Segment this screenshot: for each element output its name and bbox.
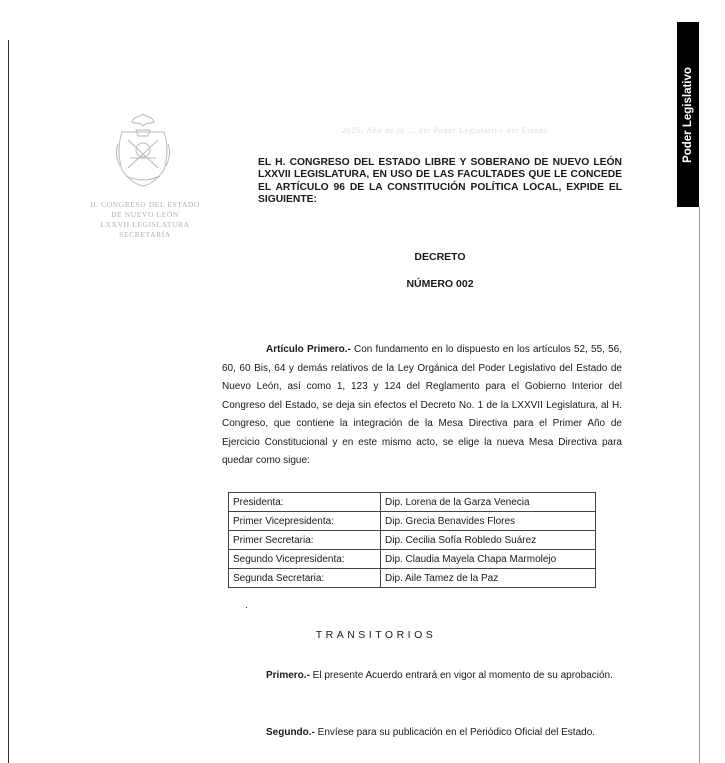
congress-seal-icon xyxy=(112,110,174,192)
board-table xyxy=(228,492,596,588)
board-role: Segunda Secretaria: xyxy=(229,569,381,588)
board-member: Dip. Cecilia Sofía Robledo Suárez xyxy=(381,531,596,550)
transitory-second-text: Envíese para su publicación en el Periódico Oficial del Estado. xyxy=(314,727,596,738)
board-member: Dip. Claudia Mayela Chapa Marmolejo xyxy=(381,550,596,569)
seal-caption-line: SECRETARÍA xyxy=(119,230,171,239)
decree-number: NÚMERO 002 xyxy=(406,278,474,290)
table-row xyxy=(229,569,596,588)
preamble-heading: EL H. CONGRESO DEL ESTADO LIBRE Y SOBERANO DE NUEVO LEÓN LXXVII LEGISLATURA, EN USO DE LAS FACULTADES QUE LE CONCEDE EL ARTÍCULO 96 DE LA CONSTITUCIÓN POLÍTICA LOCAL, EXPIDE EL SIGUIENTE: xyxy=(258,157,622,205)
stray-dot: . xyxy=(245,600,248,611)
board-role: Presidenta: xyxy=(229,493,381,512)
decree-title: DECRETO xyxy=(414,251,466,263)
article-first-text: Con fundamento en lo dispuesto en los artículos 52, 55, 56, 60, 60 Bis, 64 y demás relativos de la Ley Orgánica del Poder Legislativo del Estado de Nuevo León, así como 1, 123 y 124 del Reglamento para el Gobierno Interior del Congreso del Estado, se deja sin efectos el Decreto No. 1 de la LXXVII Legislatura, al H. Congreso, que contiene la integración de la Mesa Directiva para el Primer Año de Ejercicio Constitucional y en este mismo acto, se elige la nueva Mesa Directiva para quedar como sigue: xyxy=(222,344,622,466)
article-first-paragraph xyxy=(222,341,622,471)
board-member: Dip. Aile Tamez de la Paz xyxy=(381,569,596,588)
table-row xyxy=(229,493,596,512)
board-member: Dip. Grecia Benavides Flores xyxy=(381,512,596,531)
transitory-first-lead: Primero.- xyxy=(266,670,310,681)
transitory-first-paragraph xyxy=(222,667,622,686)
table-row xyxy=(229,512,596,531)
right-margin-rule xyxy=(699,207,700,763)
board-role: Primer Vicepresidenta: xyxy=(229,512,381,531)
board-role: Segundo Vicepresidenta: xyxy=(229,550,381,569)
watermark-text: 2025, Año de la ... del Poder Legislativo del Estado xyxy=(341,126,549,135)
table-row xyxy=(229,550,596,569)
seal-caption xyxy=(60,200,230,240)
seal-caption-line: DE NUEVO LEÓN xyxy=(111,210,179,219)
transitory-first-text: El presente Acuerdo entrará en vigor al momento de su aprobación. xyxy=(309,670,613,681)
side-tab-label: Poder Legislativo xyxy=(682,66,695,163)
board-member: Dip. Lorena de la Garza Venecia xyxy=(381,493,596,512)
transitory-second-lead: Segundo.- xyxy=(266,727,315,738)
seal-caption-line: H. CONGRESO DEL ESTADO xyxy=(90,200,200,209)
article-first-lead: Artículo Primero.- xyxy=(266,344,351,355)
seal-caption-line: LXXVII LEGISLATURA xyxy=(100,220,190,229)
transitory-second-paragraph xyxy=(222,724,622,743)
poder-legislativo-tab xyxy=(677,22,699,207)
table-row xyxy=(229,531,596,550)
board-role: Primer Secretaria: xyxy=(229,531,381,550)
transitorios-title: TRANSITORIOS xyxy=(315,629,437,641)
left-margin-rule xyxy=(8,40,9,763)
